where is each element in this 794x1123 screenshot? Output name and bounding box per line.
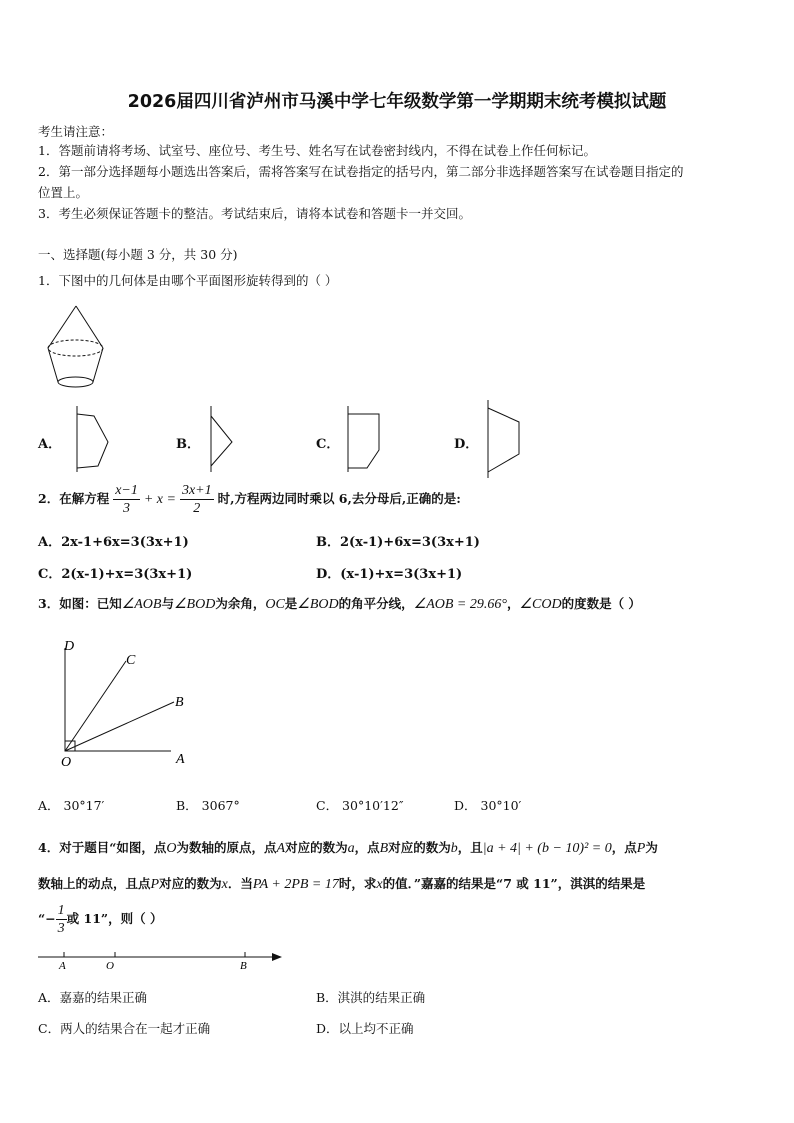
q3-text: 为余角，	[215, 596, 266, 611]
axis-label-b: B	[240, 960, 247, 972]
q1-option-d: D．	[454, 437, 479, 452]
q3-math: ∠BOD	[297, 597, 339, 612]
q4-math: O	[166, 841, 177, 856]
q2-prefix: 2．在解方程	[38, 491, 110, 506]
q4-math: P	[150, 877, 160, 892]
q3-option-b: B． 3067°	[176, 798, 240, 813]
q3-text: 是	[284, 596, 298, 611]
q4-text: 为	[645, 840, 658, 855]
q4-option-c: C．两人的结果合在一起才正确	[38, 1021, 211, 1036]
q3-option-a: A． 30°17′	[38, 798, 105, 813]
q4-text: ，且	[457, 840, 483, 855]
q1-option-c: C．	[316, 437, 340, 452]
q3-math: ∠BOD	[173, 597, 216, 612]
q4-line-1	[38, 838, 658, 857]
q1-stem: 1．下图中的几何体是由哪个平面图形旋转得到的（ ）	[38, 273, 338, 288]
q4-number-line	[36, 948, 286, 976]
q4-fraction-den: 3	[57, 921, 65, 936]
q4-text: 对应的数为	[159, 876, 222, 891]
q4-text: 对应的数为	[388, 840, 451, 855]
q4-math: B	[379, 841, 389, 856]
q2-option-b: B．2(x-1)+6x=3(3x+1)	[316, 535, 480, 550]
q4-text: 4．对于题目“如图，点	[38, 840, 167, 855]
q1-option-a: A．	[38, 437, 62, 452]
q4-text: 或 11”，则（ ）	[66, 911, 163, 926]
q4-text: 对应的数为	[285, 840, 348, 855]
q4-text: ，点	[354, 840, 380, 855]
q4-option-d: D．以上均不正确	[316, 1021, 414, 1036]
q4-line-3	[38, 902, 162, 937]
q4-math: b	[450, 841, 458, 856]
q2-option-c: C．2(x-1)+x=3(3x+1)	[38, 567, 193, 582]
q3-math: OC	[265, 597, 285, 612]
q1-option-a-figure	[74, 404, 114, 474]
q3-text: 与	[161, 596, 174, 611]
q4-text: 数轴上的动点，且点	[38, 876, 151, 891]
q3-angle-figure	[56, 634, 196, 770]
q4-fraction	[56, 902, 67, 937]
q4-line-2	[38, 874, 645, 893]
notice-heading: 考生请注意：	[38, 124, 114, 139]
q1-option-d-figure	[485, 398, 525, 480]
q3-math: ∠AOB = 29.66°	[413, 597, 507, 612]
notice-item: 3．考生必须保证答题卡的整洁。考试结束后，请将本试卷和答题卡一并交回。	[38, 206, 471, 221]
q4-option-b: B．淇淇的结果正确	[316, 990, 426, 1005]
axis-label-o: O	[106, 960, 114, 972]
notice-item: 位置上。	[38, 185, 89, 200]
q4-text: 为数轴的原点，点	[176, 840, 277, 855]
notice-item: 2．第一部分选择题每小题选出答案后，需将答案写在试卷指定的括号内，第二部分非选择题答案写在试卷题目指定的	[38, 164, 684, 179]
q2-fraction-1-den: 3	[123, 501, 131, 516]
q4-math: x	[376, 877, 383, 892]
q1-option-c-figure	[345, 404, 385, 474]
q3-stem	[38, 594, 641, 613]
label-d: D	[64, 639, 75, 654]
q2-fraction-2	[180, 482, 214, 517]
q3-option-d: D． 30°10′	[454, 798, 522, 813]
q4-text: ．当	[227, 876, 253, 891]
page-title: 2026届四川省泸州市马溪中学七年级数学第一学期期末统考模拟试题	[127, 92, 667, 112]
q3-text: 的角平分线，	[338, 596, 414, 611]
notice-item: 1．答题前请将考场、试室号、座位号、考生号、姓名写在试卷密封线内，不得在试卷上作任何标记。	[38, 143, 596, 158]
q4-math: a	[347, 841, 355, 856]
q3-option-c: C． 30°10′12″	[316, 798, 404, 813]
section-heading: 一、选择题(每小题 3 分，共 30 分)	[38, 247, 238, 262]
label-o: O	[61, 755, 72, 770]
q2-suffix: 时,方程两边同时乘以 6,去分母后,正确的是:	[217, 491, 461, 506]
q2-fraction-1	[113, 482, 140, 517]
q2-fraction-2-num: 3x+1	[181, 483, 212, 498]
label-a: A	[176, 752, 185, 767]
q3-text: 的度数是（ ）	[561, 596, 641, 611]
q4-math: PA + 2PB = 17	[252, 877, 339, 892]
q1-option-b-figure	[208, 404, 242, 474]
q4-text: ，点	[611, 840, 637, 855]
q4-option-a: A．嘉嘉的结果正确	[38, 990, 148, 1005]
q4-math: P	[636, 841, 646, 856]
q2-option-a: A．2x-1+6x=3(3x+1)	[38, 535, 189, 550]
axis-label-a: A	[59, 960, 66, 972]
q2-fraction-1-num: x−1	[115, 483, 138, 498]
q2-stem	[38, 482, 461, 517]
q3-text: 3．如图：已知	[38, 596, 122, 611]
q4-fraction-num: 1	[57, 903, 65, 918]
q4-text: 时，求	[338, 876, 377, 891]
q2-option-d: D．(x-1)+x=3(3x+1)	[316, 567, 463, 582]
q3-math: ∠COD	[519, 597, 562, 612]
q4-math: |a + 4| + (b − 10)² = 0	[482, 841, 612, 856]
label-b: B	[175, 695, 184, 710]
q3-text: ，	[506, 596, 520, 611]
q1-solid-figure	[44, 302, 108, 392]
q4-math: A	[276, 841, 286, 856]
q4-text: “−	[38, 911, 56, 926]
q2-plus-x: + x =	[143, 492, 176, 507]
q3-math: ∠AOB	[121, 597, 162, 612]
q4-text: 的值．”嘉嘉的结果是“7 或 11”，淇淇的结果是	[382, 876, 646, 891]
q2-fraction-2-den: 2	[193, 501, 201, 516]
q4-math: x	[221, 877, 228, 892]
q1-option-b: B．	[176, 437, 200, 452]
label-c: C	[126, 653, 136, 668]
